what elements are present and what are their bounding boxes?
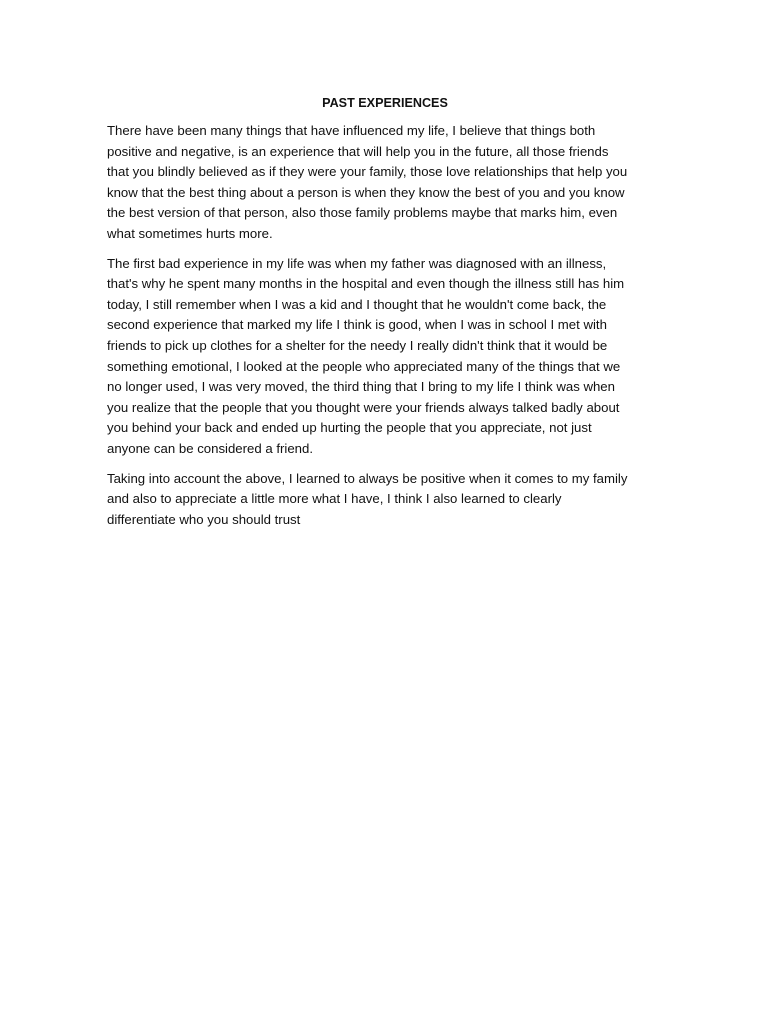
text-line: second experience that marked my life I think is good, when I was in school I met with: [107, 317, 607, 333]
text-line: The first bad experience in my life was when my father was diagnosed with an illness,: [107, 255, 607, 271]
text-line: you behind your back and ended up hurting the people that you appreciate, not just: [107, 420, 592, 436]
text-line: There have been many things that have influenced my life, I believe that things both: [107, 123, 596, 138]
text-line: today, I still remember when I was a kid and I thought that he wouldn't come back, the: [107, 296, 607, 312]
text-line: the best version of that person, also those family problems maybe that marks him, even: [107, 205, 618, 221]
text-line: what sometimes hurts more.: [107, 225, 273, 241]
paragraph-1: [107, 121, 663, 245]
text-line: Taking into account the above, I learned to always be positive when it comes to my family: [107, 470, 628, 486]
text-line: that you blindly believed as if they were your family, those love relationships that help you: [107, 164, 628, 180]
text-line: something emotional, I looked at the people who appreciated many of the things that we: [107, 358, 621, 374]
text-line: that's why he spent many months in the hospital and even though the illness still has him: [107, 276, 625, 292]
paragraph-3: [107, 469, 663, 531]
document-body: [107, 94, 663, 539]
text-line: anyone can be considered a friend.: [107, 440, 314, 456]
text-line: differentiate who you should trust: [107, 511, 301, 527]
text-line: no longer used, I was very moved, the third thing that I bring to my life I think was when: [107, 379, 615, 395]
paragraph-2: [107, 254, 663, 460]
document-title: PAST EXPERIENCES: [322, 96, 448, 110]
text-line: and also to appreciate a little more what I have, I think I also learned to clearly: [107, 491, 562, 507]
text-line: know that the best thing about a person is when they know the best of you and you know: [107, 184, 625, 200]
text-line: positive and negative, is an experience that will help you in the future, all those friends: [107, 143, 609, 159]
text-line: friends to pick up clothes for a shelter for the needy I really didn't think that it would be: [107, 337, 608, 353]
text-line: you realize that the people that you thought were your friends always talked badly about: [107, 399, 620, 415]
